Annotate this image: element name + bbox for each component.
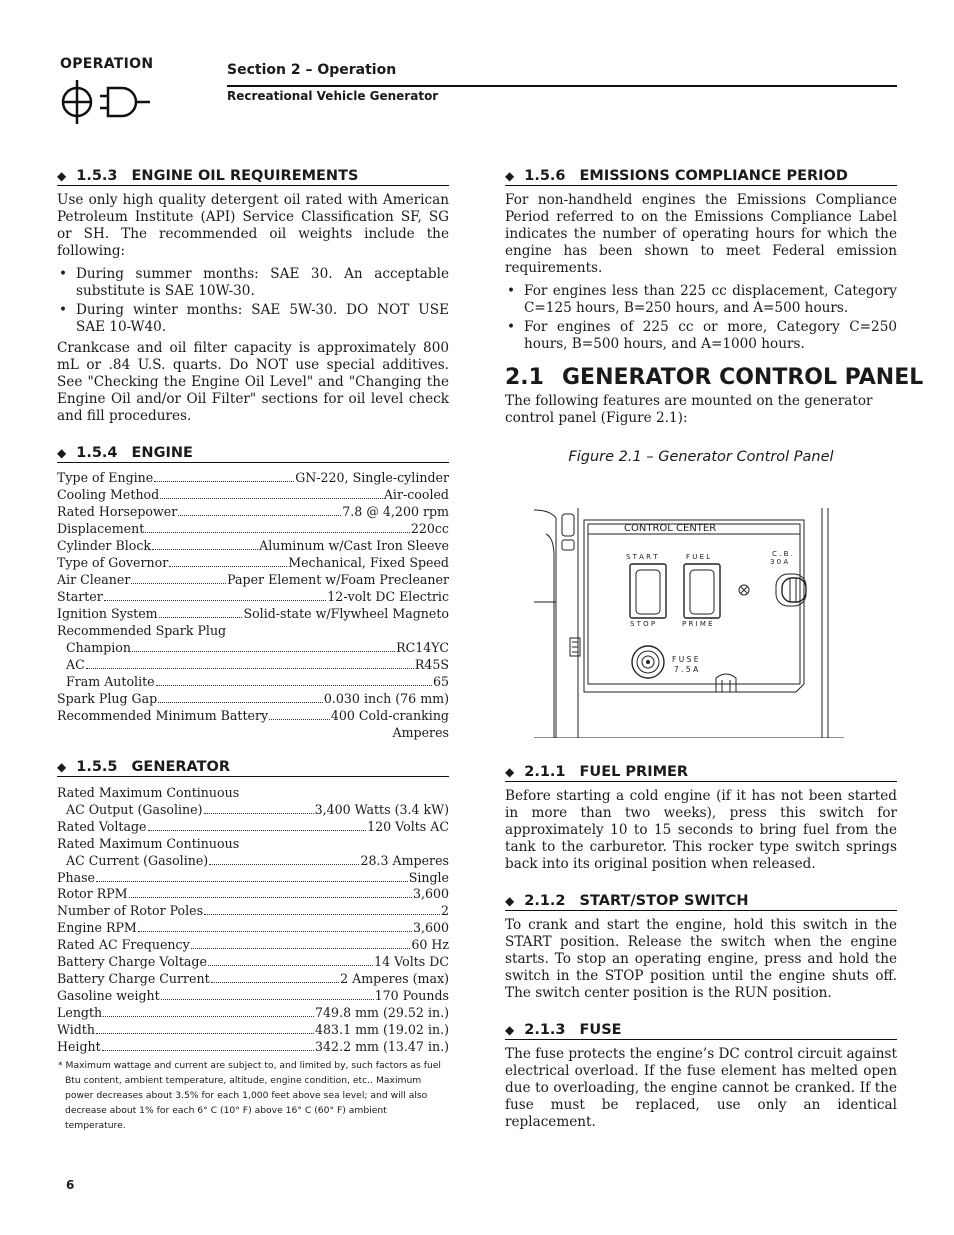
oil-heading xyxy=(57,168,449,186)
figure-caption: Figure 2.1 – Generator Control Panel xyxy=(568,449,834,465)
spec-row: Recommended Minimum Battery 400 Cold-cranking xyxy=(57,708,449,723)
spec-row: Cooling Method Air-cooled xyxy=(57,487,449,502)
diamond-icon: ◆ xyxy=(505,1023,515,1037)
panel-heading xyxy=(505,365,924,391)
spec-row: Battery Charge Current 2 Amperes (max) xyxy=(57,970,449,986)
spec-row: Engine RPM 3,600 xyxy=(57,920,449,936)
spec-row: Length 749.8 mm (29.52 in.) xyxy=(57,1004,449,1020)
emissions-title: EMISSIONS COMPLIANCE PERIOD xyxy=(579,168,848,184)
startstop-heading xyxy=(505,893,897,911)
panel-title: GENERATOR CONTROL PANEL xyxy=(561,365,924,390)
spec-row: Type of Engine GN-220, Single-cylinder xyxy=(57,470,449,485)
emissions-heading xyxy=(505,168,897,186)
spec-row: Height 342.2 mm (13.47 in.) xyxy=(57,1038,449,1054)
list-item: • During summer months: SAE 30. An acceptable substitute is SAE 10W-30. xyxy=(57,266,449,300)
logo-label: OPERATION xyxy=(60,56,154,72)
generator-title: GENERATOR xyxy=(131,759,231,775)
emissions-number: 1.5.6 xyxy=(524,168,566,184)
generator-heading xyxy=(57,759,449,777)
breaker-amps-label: 3 0 A xyxy=(770,558,789,566)
header-rule xyxy=(227,85,897,87)
spec-row: AC R45S xyxy=(66,657,449,672)
section-subtitle: Recreational Vehicle Generator xyxy=(227,89,439,103)
fuse-number: 2.1.3 xyxy=(524,1022,566,1038)
left-column xyxy=(57,168,449,1133)
spec-row: Champion RC14YC xyxy=(66,640,449,655)
generator-spec-table xyxy=(57,785,449,1056)
startstop-title: START/STOP SWITCH xyxy=(579,893,749,909)
footnote: * Maximum wattage and current are subject to, and limited by, such factors as fuel Btu content, ambient temperature, altitude, engine condition, etc.. Maximum power decreases about 3.5% for each 1,000 feet above sea level; and will also decrease about 1% for each 6° C (10° F) above 16° C (60° F) ambient temperature. xyxy=(58,1059,441,1131)
spec-row: AC Output (Gasoline) 3,400 Watts (3.4 kW) xyxy=(66,801,449,817)
panel-intro: The following features are mounted on the generator control panel (Figure 2.1): xyxy=(505,393,873,426)
oil-number: 1.5.3 xyxy=(76,168,118,184)
plug-socket-icon xyxy=(60,76,156,134)
emissions-text: For non-handheld engines the Emissions Compliance Period referred to on the Emissions Compliance Label indicates the number of operating hours for which the engine has been shown to meet Federal emission requirements. xyxy=(505,192,897,276)
fuse-label: F U S E xyxy=(672,655,699,664)
spec-row: Ignition System Solid-state w/Flywheel Magneto xyxy=(57,606,449,621)
diamond-icon: ◆ xyxy=(57,446,67,460)
control-panel-figure xyxy=(532,506,844,738)
fuel-label: F U E L xyxy=(686,553,711,561)
list-item: • During winter months: SAE 5W-30. DO NOT USE SAE 10-W40. xyxy=(57,302,449,336)
spec-row: Gasoline weight 170 Pounds xyxy=(57,987,449,1003)
generator-number: 1.5.5 xyxy=(76,759,118,775)
engine-number: 1.5.4 xyxy=(76,445,118,461)
diamond-icon: ◆ xyxy=(505,765,515,779)
fuse-text: The fuse protects the engine’s DC control circuit against electrical overload. If the fuse element has melted open due to overloading, the engine cannot be cranked. If the fuse must be replaced, use only an identical replacement. xyxy=(505,1046,897,1130)
engine-spec-table xyxy=(57,469,449,741)
current-label: Rated Maximum Continuous xyxy=(57,835,240,851)
section-title: Section 2 – Operation xyxy=(227,62,397,78)
oil-bullets xyxy=(57,266,449,336)
page-number: 6 xyxy=(66,1178,75,1192)
emissions-bullets xyxy=(505,283,897,353)
diamond-icon: ◆ xyxy=(505,169,515,183)
spec-row: Air Cleaner Paper Element w/Foam Precleaner xyxy=(57,572,449,587)
spec-row: Fram Autolite 65 xyxy=(66,674,449,689)
spec-row: Phase Single xyxy=(57,869,449,885)
output-label: Rated Maximum Continuous xyxy=(57,785,240,800)
startstop-text: To crank and start the engine, hold this switch in the START position. Release the switch when the engine starts. To stop an operating engine, press and hold the switch in the STOP position until the engine shuts off. The switch center position is the RUN position. xyxy=(505,917,897,1001)
right-column-lower xyxy=(505,764,897,1137)
spec-row: Cylinder Block Aluminum w/Cast Iron Sleeve xyxy=(57,538,449,553)
spec-row: Rotor RPM 3,600 xyxy=(57,886,449,902)
oil-title: ENGINE OIL REQUIREMENTS xyxy=(131,168,359,184)
spec-row: Rated Voltage 120 Volts AC xyxy=(57,818,449,834)
spec-row: Starter 12-volt DC Electric xyxy=(57,589,449,604)
list-item: • For engines less than 225 cc displacement, Category C=125 hours, B=250 hours, and A=500 hours. xyxy=(505,283,897,317)
startstop-number: 2.1.2 xyxy=(524,893,566,909)
primer-number: 2.1.1 xyxy=(524,764,566,780)
diamond-icon: ◆ xyxy=(57,760,67,774)
spec-row: AC Current (Gasoline) 28.3 Amperes xyxy=(66,852,449,868)
breaker-label: C . B . xyxy=(772,550,793,558)
primer-heading xyxy=(505,764,897,782)
spec-row: Displacement 220cc xyxy=(57,521,449,536)
prime-label: P R I M E xyxy=(682,620,713,628)
operation-logo xyxy=(60,56,160,134)
right-column xyxy=(505,168,924,465)
diamond-icon: ◆ xyxy=(57,169,67,183)
diamond-icon: ◆ xyxy=(505,894,515,908)
oil-capacity: Crankcase and oil filter capacity is approximately 800 mL or .84 U.S. quarts. Do NOT use special additives. See "Checking the Engine Oil Level" and "Changing the Engine Oil and/or Oil Filter" sections for oil level check and fill procedures. xyxy=(57,340,449,424)
fuse-heading xyxy=(505,1022,897,1040)
primer-text: Before starting a cold engine (if it has not been started in more than two weeks), press this switch for approximately 10 to 15 seconds to bring fuel from the tank to the carburetor. This rocker type switch springs back into its original position when released. xyxy=(505,788,897,872)
battery-unit: Amperes xyxy=(392,725,449,740)
spec-row: Width 483.1 mm (19.02 in.) xyxy=(57,1021,449,1037)
fuse-amps-label: 7 . 5 A xyxy=(674,665,699,674)
spec-row: Number of Rotor Poles 2 xyxy=(57,903,449,919)
engine-heading xyxy=(57,445,449,463)
spec-row: Battery Charge Voltage 14 Volts DC xyxy=(57,954,449,970)
spec-row: Type of Governor Mechanical, Fixed Speed xyxy=(57,555,449,570)
spark-plug-heading: Recommended Spark Plug xyxy=(57,623,227,638)
fuse-title: FUSE xyxy=(579,1022,622,1038)
control-center-label: CONTROL CENTER xyxy=(624,523,717,534)
primer-title: FUEL PRIMER xyxy=(579,764,689,780)
engine-title: ENGINE xyxy=(131,445,193,461)
list-item: • For engines of 225 cc or more, Category C=250 hours, B=500 hours, and A=1000 hours. xyxy=(505,319,897,353)
spec-row: Rated AC Frequency 60 Hz xyxy=(57,937,449,953)
stop-label: S T O P xyxy=(630,620,656,628)
panel-number: 2.1 xyxy=(505,365,544,390)
spec-row: Rated Horsepower 7.8 @ 4,200 rpm xyxy=(57,504,449,519)
start-label: S T A R T xyxy=(626,553,658,561)
spec-row: Spark Plug Gap 0.030 inch (76 mm) xyxy=(57,691,449,706)
oil-intro: Use only high quality detergent oil rated with American Petroleum Institute (API) Service Classification SF, SG or SH. The recommended oil weights include the following: xyxy=(57,192,449,259)
